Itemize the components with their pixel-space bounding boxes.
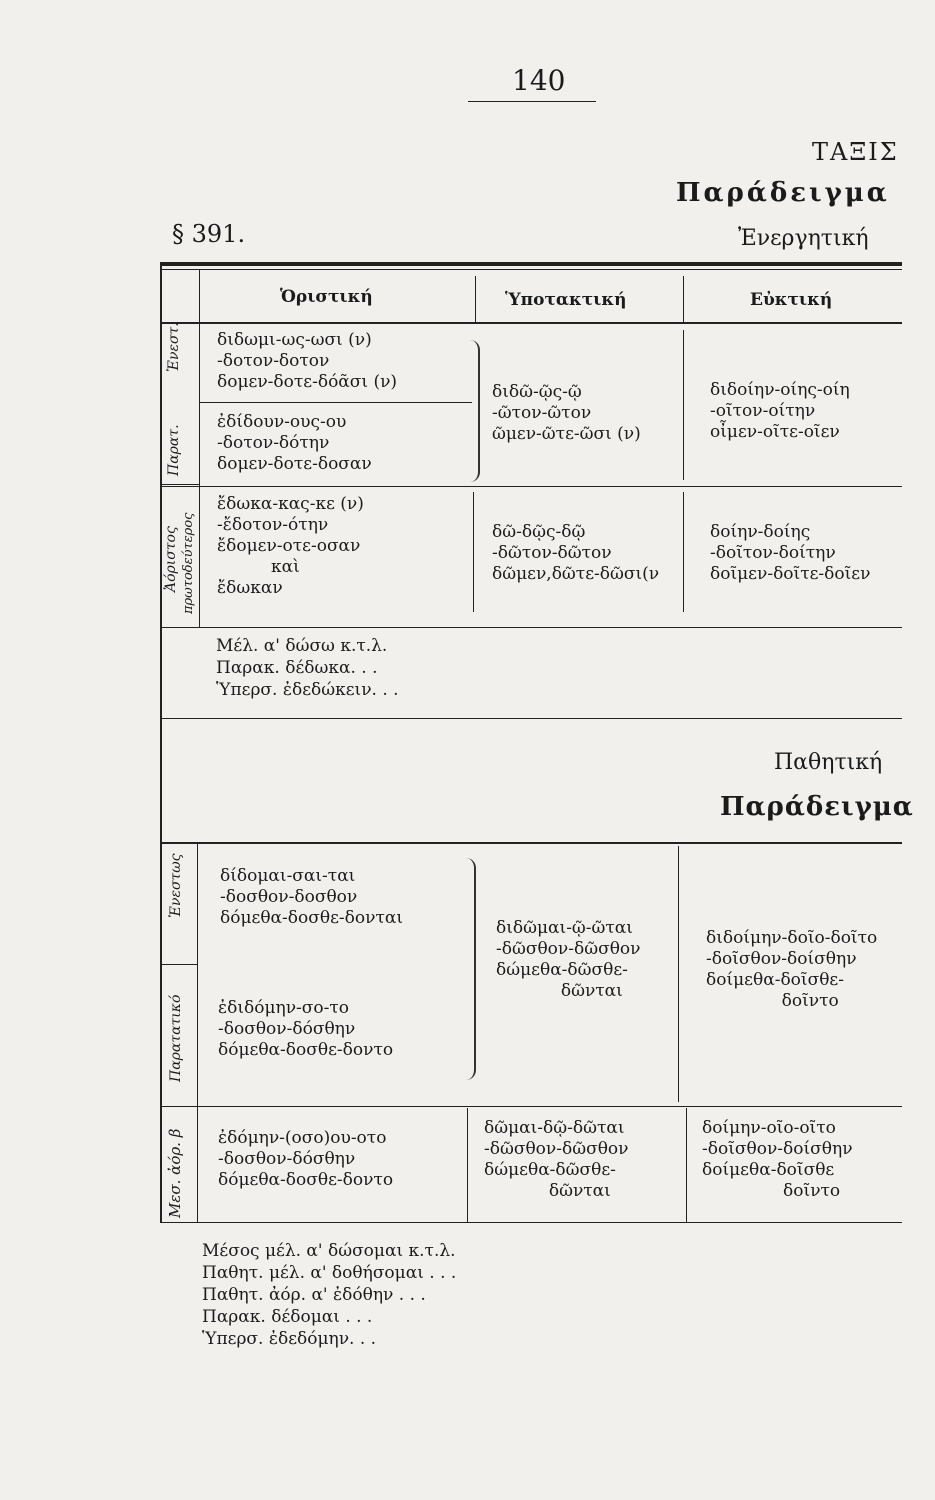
section-number: § 391. bbox=[172, 220, 246, 248]
passive-side-divider bbox=[162, 964, 198, 965]
active-side-divider bbox=[162, 484, 200, 485]
active-present-optative: διδοίην-οίης-οίη -οῖτον-οίτην οἶμεν-οῖτε-οῖεν bbox=[710, 380, 850, 442]
passive-aorist-top-rule bbox=[162, 1106, 902, 1107]
active-brace-present bbox=[470, 340, 480, 482]
active-aorist-subjunctive: δῶ-δῷς-δῷ -δῶτον-δῶτον δῶμεν,δῶτε-δῶσι(ν bbox=[492, 522, 660, 584]
side-label-imperfect: Παρατ. bbox=[166, 424, 182, 476]
passive-side-label-middle-aorist: Μεσ. ἀόρ. β bbox=[166, 1128, 184, 1218]
passive-label-column-rule bbox=[197, 844, 198, 1222]
middle-aorist-optative: δοίμην-οῖο-οῖτο -δοῖσθον-δοίσθην δοίμεθα-δοῖσθε δοῖντο bbox=[702, 1118, 853, 1201]
col-indicative-heading: Ὁριστική bbox=[280, 287, 373, 307]
heading-underline bbox=[162, 322, 902, 324]
active-present-indicative: διδωμι-ως-ωσι (ν) -δοτον-δοτον δομεν-δοτε-δόᾶσι (ν) bbox=[217, 330, 398, 392]
active-aorist-top-rule bbox=[162, 486, 902, 487]
heading-divider-2 bbox=[683, 276, 684, 322]
passive-table-bottom-rule bbox=[160, 1222, 902, 1223]
active-aorist-indicative: ἔδωκα-κας-κε (ν) -ἔδοτον-ότην ἔδομεν-οτε-οσαν καὶ ἔδωκαν bbox=[217, 494, 364, 598]
active-aorist-col-divider-1 bbox=[473, 492, 474, 612]
passive-imperfect-indicative: ἐδιδόμην-σο-το -δοσθον-δόσθην δόμεθα-δοσθε-δοντο bbox=[218, 998, 394, 1060]
middle-aorist-indicative: ἐδόμην-(οσο)ου-οτο -δοσθον-δόσθην δόμεθα-δοσθε-δοντο bbox=[218, 1128, 394, 1190]
active-table-bottom-rule bbox=[162, 627, 902, 628]
page-number: 140 bbox=[512, 64, 566, 97]
passive-side-label-imperfect: Παρατατικό bbox=[168, 994, 184, 1082]
table-top-rule bbox=[160, 262, 902, 266]
active-notes: Μέλ. α' δώσω κ.τ.λ. Παρακ. δέδωκα. . . Ὑπερσ. ἐδεδώκειν. . . bbox=[216, 636, 399, 700]
passive-present-optative: διδοίμην-δοῖο-δοῖτο -δοῖσθον-δοίσθην δοίμεθα-δοῖσθε- δοῖντο bbox=[706, 928, 878, 1011]
active-voice-label: Ἐνεργητική bbox=[738, 226, 869, 251]
active-imperfect-indicative: ἐδίδουν-ους-ου -δοτον-δότην δομεν-δοτε-δοσαν bbox=[217, 412, 372, 474]
active-present-subjunctive: διδῶ-ῷς-ῷ -ῶτον-ῶτον ῶμεν-ῶτε-ῶσι (ν) bbox=[492, 382, 641, 444]
passive-aorist-col-divider-2 bbox=[686, 1108, 687, 1222]
passive-brace-present bbox=[466, 858, 476, 1080]
passive-notes: Μέσος μέλ. α' δώσομαι κ.τ.λ. Παθητ. μέλ. α' δοθήσομαι . . . Παθητ. ἀόρ. α' ἐδόθην . . . Παρακ. δέδομαι . . . Ὑπερσ. ἐδεδόμην. . . bbox=[202, 1241, 457, 1349]
header-right: ΤΑΞΙΣ bbox=[812, 138, 899, 166]
page-number-rule bbox=[468, 101, 596, 102]
passive-present-col-divider bbox=[678, 846, 679, 1102]
passive-aorist-col-divider-1 bbox=[467, 1108, 468, 1222]
active-ind-divider bbox=[200, 402, 472, 403]
active-title: Παράδειγμα bbox=[676, 178, 890, 208]
active-present-col-divider bbox=[683, 330, 684, 480]
passive-title: Παράδειγμα bbox=[720, 792, 914, 822]
active-aorist-optative: δοίην-δοίης -δοῖτον-δοίτην δοῖμεν-δοῖτε-δοῖεν bbox=[710, 522, 871, 584]
active-aorist-col-divider-2 bbox=[683, 492, 684, 612]
table-top-rule-thin bbox=[160, 269, 902, 270]
passive-voice-label: Παθητική bbox=[774, 750, 883, 775]
active-notes-rule bbox=[162, 718, 902, 719]
passive-present-indicative: δίδομαι-σαι-ται -δοσθον-δοσθον δόμεθα-δοσθε-δονται bbox=[220, 866, 403, 928]
col-subjunctive-heading: Ὑποτακτική bbox=[505, 290, 627, 310]
side-label-present: Ἐνεστ. bbox=[166, 322, 182, 372]
col-optative-heading: Εὐκτική bbox=[750, 290, 833, 310]
side-label-aorist-2: πρωτοδεύτερος bbox=[181, 512, 196, 614]
table-left-border bbox=[160, 262, 162, 1222]
middle-aorist-subjunctive: δῶμαι-δῷ-δῶται -δῶσθον-δῶσθον δώμεθα-δῶσθε- δῶνται bbox=[484, 1118, 629, 1201]
passive-side-label-present: Ἐνεστως bbox=[168, 853, 184, 918]
side-label-aorist-1: Ἀόριστος bbox=[163, 526, 179, 592]
passive-top-rule bbox=[162, 842, 902, 844]
passive-present-subjunctive: διδῶμαι-ῷ-ῶται -δῶσθον-δῶσθον δώμεθα-δῶσθε- δῶνται bbox=[496, 918, 641, 1001]
heading-divider-1 bbox=[475, 276, 476, 322]
